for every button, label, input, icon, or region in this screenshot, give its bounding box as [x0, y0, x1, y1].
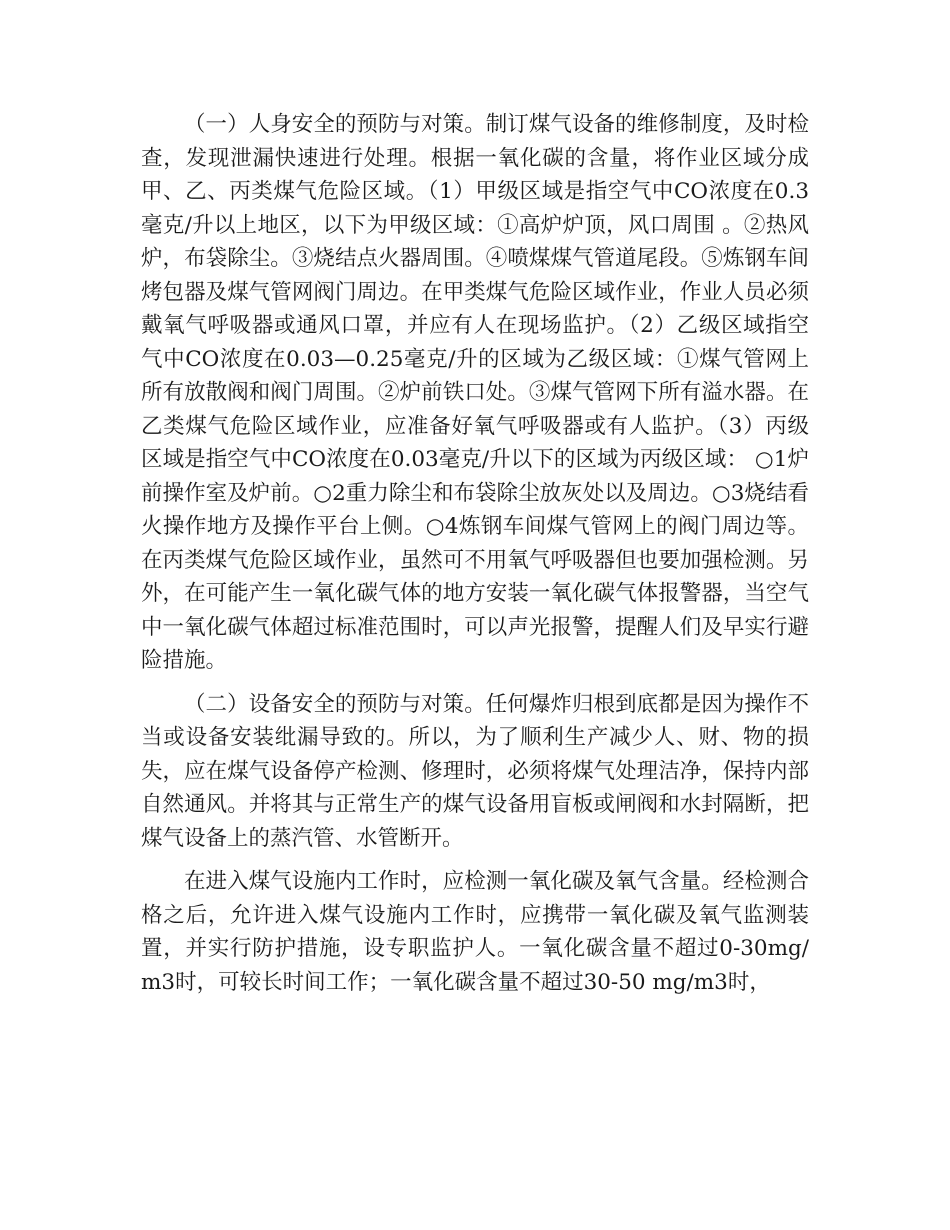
paragraph-equipment-safety: （二）设备安全的预防与对策。任何爆炸归根到底都是因为操作不当或设备安装纰漏导致的。所以，为了顺利生产减少人、财、物的损失，应在煤气设备停产检测、修理时，必须将煤气处理洁净，保持内部自然通风。并将其与正常生产的煤气设备用盲板或闸阀和水封隔断，把煤气设备上的蒸汽管、水管断开。: [141, 691, 809, 851]
paragraph-personal-safety: （一）人身安全的预防与对策。制订煤气设备的维修制度，及时检查，发现泄漏快速进行处理。根据一氧化碳的含量，将作业区域分成甲、乙、丙类煤气危险区域。（1）甲级区域是指空气中CO浓度在0.3毫克/升以上地区，以下为甲级区域：①高炉炉顶，风口周围 。②热风炉，布袋除尘。③烧结点火器周围。④喷煤煤气管道尾段。⑤炼钢车间烤包器及煤气管网阀门周边。在甲类煤气危险区域作业，作业人员必须戴氧气呼吸器或通风口罩，并应有人在现场监护。（2）乙级区域指空气中CO浓度在0.03—0.25毫克/升的区域为乙级区域：①煤气管网上所有放散阀和阀门周围。②炉前铁口处。③煤气管网下所有溢水器。在乙类煤气危险区域作业，应准备好氧气呼吸器或有人监护。（3）丙级区域是指空气中CO浓度在0.03毫克/升以下的区域为丙级区域： ○1炉前操作室及炉前。○2重力除尘和布袋除尘放灰处以及周边。○3烧结看火操作地方及操作平台上侧。○4炼钢车间煤气管网上的阀门周边等。在丙类煤气危险区域作业，虽然可不用氧气呼吸器但也要加强检测。另外，在可能产生一氧化碳气体的地方安装一氧化碳气体报警器，当空气中一氧化碳气体超过标准范围时，可以声光报警，提醒人们及早实行避险措施。: [141, 112, 809, 673]
document-body: [141, 108, 809, 999]
paragraph-gas-facility-entry: 在进入煤气设施内工作时，应检测一氧化碳及氧气含量。经检测合格之后，允许进入煤气设施内工作时，应携带一氧化碳及氧气监测装置，并实行防护措施，设专职监护人。一氧化碳含量不超过0-30mg/m3时，可较长时间工作；一氧化碳含量不超过30-50 mg/m3时，: [141, 869, 809, 995]
